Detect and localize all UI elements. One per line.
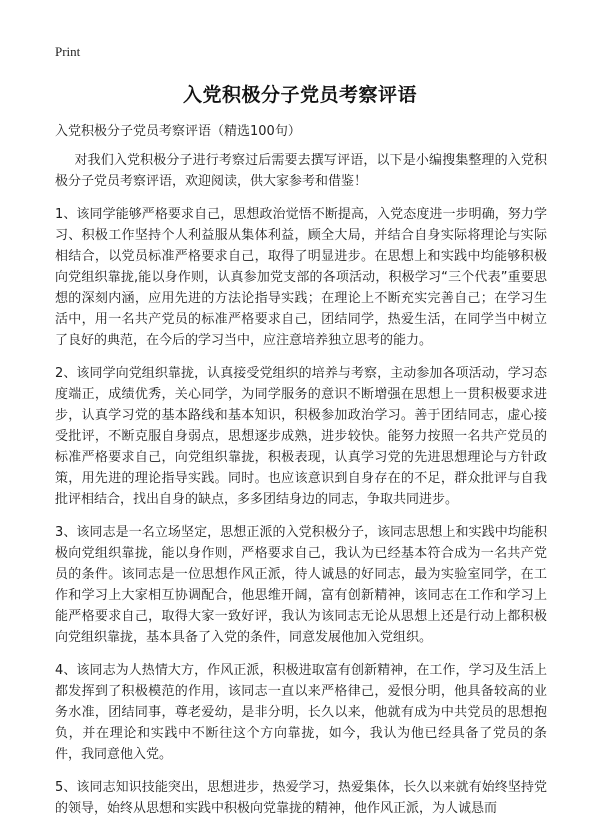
- comment-paragraph-4: 4、该同志为人热情大方，作风正派，积极进取富有创新精神，在工作，学习及生活上都发挥到了积极模范的作用，该同志一直以来严格律己，爱恨分明，他具备较高的业务水准，团结同事，尊老爱幼，是非分明，长久以来，他就有成为中共党员的思想抱负，并在理论和实践中不断往这个方向靠拢，如今，我认为他已经具备了党员的条件，我同意他入党。: [55, 663, 547, 762]
- intro-paragraph: 对我们入党积极分子进行考察过后需要去撰写评语，以下是小编搜集整理的入党积极分子党员考察评语，欢迎阅读，供大家参考和借鉴！: [55, 153, 547, 189]
- document-body: [55, 150, 547, 828]
- document-subtitle: 入党积极分子党员考察评语（精选100句）: [55, 124, 301, 139]
- print-link[interactable]: Print: [55, 44, 81, 59]
- comment-paragraph-5: 5、该同志知识技能突出，思想进步，热爱学习，热爱集体，长久以来就有始终坚持党的领导，始终从思想和实践中积极向党靠拢的精神，他作风正派，为人诚恳而: [55, 780, 547, 816]
- comment-paragraph-1: 1、该同学能够严格要求自己，思想政治觉悟不断提高，入党态度进一步明确，努力学习、积极工作坚持个人利益服从集体利益，顾全大局，并结合自身实际将理论与实际相结合，以党员标准严格要求自己，取得了明显进步。在思想上和实践中均能够积极向党组织靠拢,能以身作则，认真参加党支部的各项活动，积极学习“三个代表”重要思想的深刻内涵，应用先进的方法论指导实践；在理论上不断充实完善自己；在学习生活中，用一名共产党员的标准严格要求自己，团结同学，热爱生活，在同学当中树立了良好的典范，在今后的学习当中，应注意培养独立思考的能力。: [55, 207, 547, 348]
- comment-paragraph-2: 2、该同学向党组织靠拢，认真接受党组织的培养与考察，主动参加各项活动，学习态度端正，成绩优秀，关心同学，为同学服务的意识不断增强在思想上一贯积极要求进步，认真学习党的基本路线和基本知识，积极参加政治学习。善于团结同志，虚心接受批评，不断克服自身弱点，思想逐步成熟，进步较快。能努力按照一名共产党员的标准严格要求自己，向党组织靠拢，积极表现，认真学习党的先进思想理论与方针政策，用先进的理论指导实践。同时。也应该意识到自身存在的不足，群众批评与自我批评相结合，找出自身的缺点，多多团结身边的同志，争取共同进步。: [55, 366, 547, 507]
- document-title: 入党积极分子党员考察评语: [182, 84, 417, 106]
- comment-paragraph-3: 3、该同志是一名立场坚定，思想正派的入党积极分子，该同志思想上和实践中均能积极向党组织靠拢，能以身作则，严格要求自己，我认为已经基本符合成为一名共产党员的条件。该同志是一位思想作风正派，待人诚恳的好同志，最为实验室同学，在工作和学习上大家相互协调配合，他思维开阔，富有创新精神，该同志在工作和学习上能严格要求自己，取得大家一致好评，我认为该同志无论从思想上还是行动上都积极向党组织靠拢，基本具备了入党的条件，同意发展他加入党组织。: [55, 525, 547, 645]
